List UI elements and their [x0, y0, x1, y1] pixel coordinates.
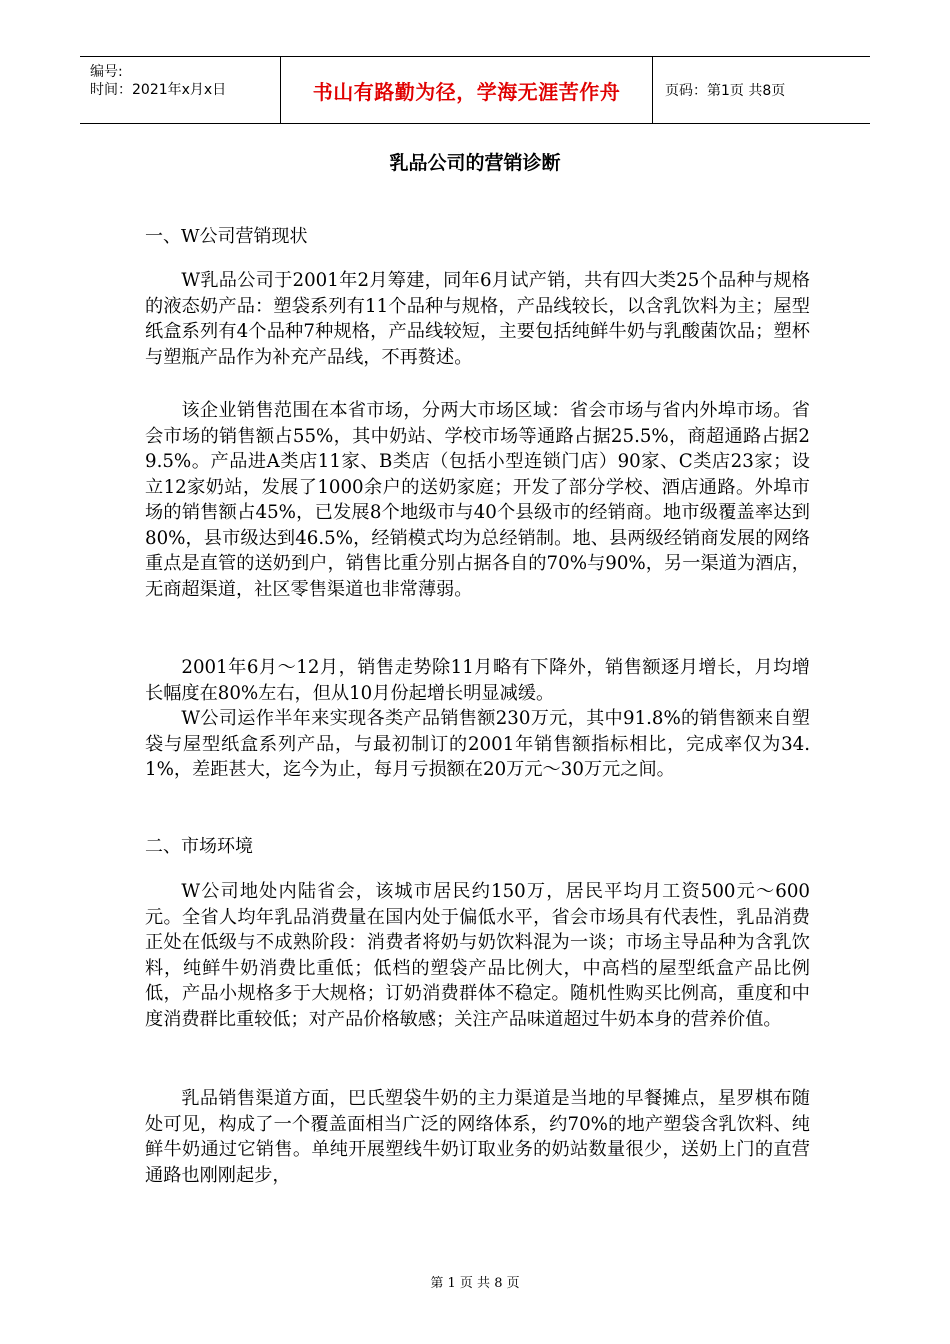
document-number-label: 编号: — [90, 64, 123, 80]
header-motto: 书山有路勤为径，学海无涯苦作舟 — [281, 57, 653, 123]
section-heading-status: 一、W公司营销现状 — [145, 226, 308, 247]
section-heading-market: 二、市场环境 — [145, 836, 253, 857]
paragraph: W乳品公司于2001年2月筹建，同年6月试产销，共有四大类25个品种与规格的液态奶产品：塑袋系列有11个品种与规格，产品线较长，以含乳饮料为主；屋型纸盒系列有4个品种7种规格，产品线较短，主要包括纯鲜牛奶与乳酸菌饮品；塑杯与塑瓶产品作为补充产品线，不再赘述。 — [145, 270, 810, 368]
paragraph: 该企业销售范围在本省市场，分两大市场区域：省会市场与省内外埠市场。省会市场的销售额占55%，其中奶站、学校市场等通路占据25.5%，商超通路占据29.5%。产品进A类店11家、B类店（包括小型连锁门店）90家、C类店23家；设立12家奶站，发展了1000余户的送奶家庭；开发了部分学校、酒店通路。外埠市场的销售额占45%，已发展8个地级市与40个县级市的经销商。地市级覆盖率达到80%，县市级达到46.5%，经销模式均为总经销制。地、县两级经销商发展的网络重点是直管的送奶到户，销售比重分别占据各自的70%与90%，另一渠道为酒店，无商超渠道，社区零售渠道也非常薄弱。 — [145, 400, 810, 600]
document-date-label: 时间：2021年x月x日 — [90, 82, 227, 98]
document-title: 乳品公司的营销诊断 — [389, 152, 561, 174]
header-page-label: 页码：第1页 共8页 — [665, 83, 786, 99]
paragraph: 2001年6月～12月，销售走势除11月略有下降外，销售额逐月增长，月均增长幅度在80%左右，但从10月份起增长明显减缓。 — [145, 657, 810, 704]
paragraph: W公司地处内陆省会，该城市居民约150万，居民平均月工资500元～600元。全省人均年乳品消费量在国内处于偏低水平，省会市场具有代表性，乳品消费正处在低级与不成熟阶段：消费者将奶与奶饮料混为一谈；市场主导品种为含乳饮料，纯鲜牛奶消费比重低；低档的塑袋产品比例大，中高档的屋型纸盒产品比例低，产品小规格多于大规格；订奶消费群体不稳定。随机性购买比例高，重度和中度消费群比重较低；对产品价格敏感；关注产品味道超过牛奶本身的营养价值。 — [145, 881, 810, 1030]
page-footer: 第 1 页 共 8 页 — [430, 1276, 520, 1291]
paragraph: W公司运作半年来实现各类产品销售额230万元，其中91.8%的销售额来自塑袋与屋型纸盒系列产品，与最初制订的2001年销售额指标相比，完成率仅为34.1%，差距甚大，迄今为止，每月亏损额在20万元～30万元之间。 — [145, 708, 810, 780]
document-header — [80, 56, 870, 124]
header-meta-cell — [80, 57, 281, 123]
paragraph: 乳品销售渠道方面，巴氏塑袋牛奶的主力渠道是当地的早餐摊点，星罗棋布随处可见，构成了一个覆盖面相当广泛的网络体系，约70%的地产塑袋含乳饮料、纯鲜牛奶通过它销售。单纯开展塑线牛奶订取业务的奶站数量很少，送奶上门的直营通路也刚刚起步， — [145, 1088, 810, 1186]
